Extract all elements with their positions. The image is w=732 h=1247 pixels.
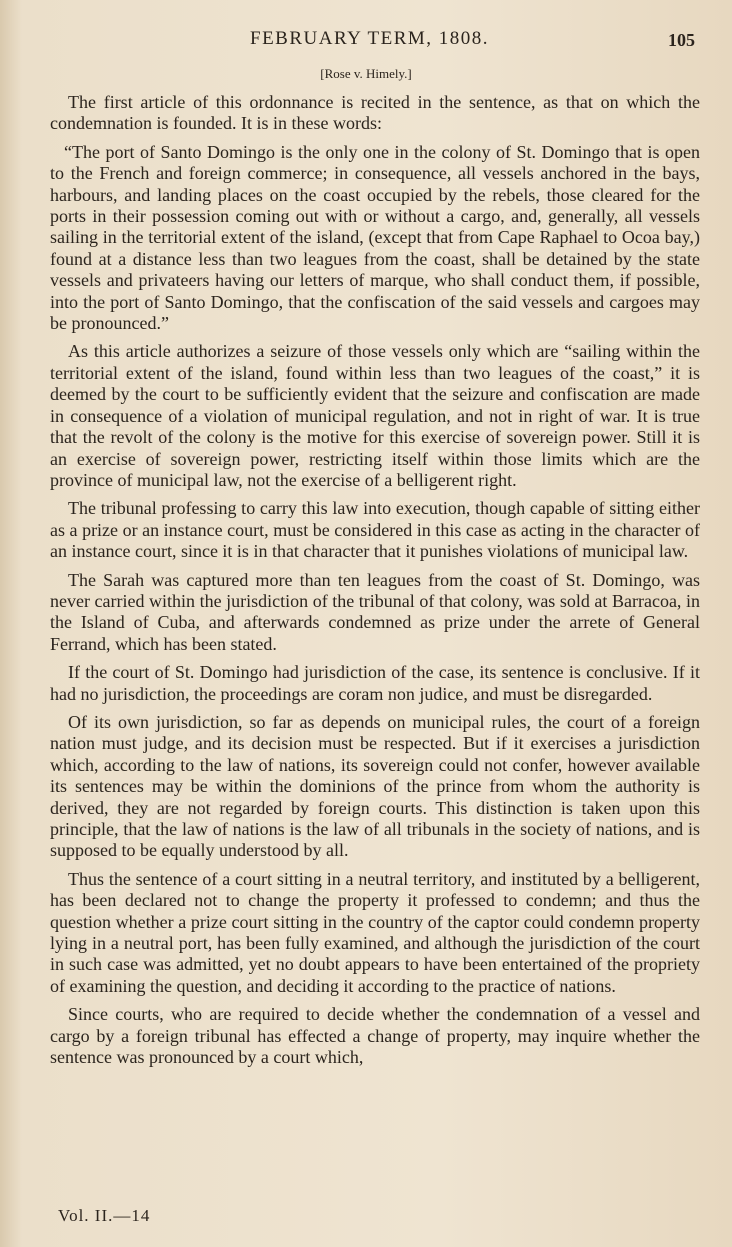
case-reference: [Rose v. Himely.] — [320, 66, 412, 81]
paragraph-4: The tribunal professing to carry this law into execution, though capable of sitting either as a prize or an instance court, must be considered in this case as acting in the character of an instance court, since it is in that character that it punishes violations of municipal law. — [50, 498, 700, 562]
paragraph-3: As this article authorizes a seizure of those vessels only which are “sailing within the territorial extent of the island, found within less than two leagues of the coast,” it is deemed by the court to be sufficiently evident that the seizure and confiscation are made in consequence of a violation of municipal regulation, and not in right of war. It is true that the revolt of the colony is the motive for this exercise of sovereign power. Still it is an exercise of sovereign power, restricting itself within those limits which are the province of municipal law, not the exercise of a belligerent right. — [50, 341, 700, 490]
running-header — [0, 28, 732, 56]
paragraph-6: If the court of St. Domingo had jurisdiction of the case, its sentence is conclusive. If it had no jurisdiction, the proceedings are coram non judice, and must be disregarded. — [50, 662, 700, 704]
paragraph-5: The Sarah was captured more than ten leagues from the coast of St. Domingo, was never carried within the jurisdiction of the tribunal of that colony, was sold at Barracoa, in the Island of Cuba, and afterwards condemned as prize under the arrete of General Ferrand, which has been stated. — [50, 569, 700, 654]
paragraph-7: Of its own jurisdiction, so far as depends on municipal rules, the court of a foreign nation must judge, and its decision must be respected. But if it exercises a jurisdiction which, according to the law of nations, its sovereign could not confer, however available its sentences may be within the dominions of the prince from whom the authority is derived, they are not regarded by foreign courts. This distinction is taken upon this principle, that the law of nations is the law of all tribunals in the society of nations, and is supposed to be equally understood by all. — [50, 711, 700, 861]
paragraph-9: Since courts, who are required to decide whether the condemnation of a vessel and cargo by a foreign tribunal has effected a change of property, may inquire whether the sentence was pronounced by a court which, — [50, 1004, 700, 1068]
paragraph-8: Thus the sentence of a court sitting in a neutral territory, and instituted by a belligerent, has been declared not to change the property it professed to condemn; and thus the question whether a prize court sitting in the country of the captor could condemn property lying in a neutral port, has been fully examined, and although the jurisdiction of the court in such case was admitted, yet no doubt appears to have been entertained of the propriety of examining the question, and deciding it according to the practice of nations. — [50, 868, 700, 996]
signature-mark: Vol. II.—14 — [58, 1206, 151, 1225]
page-number: 105 — [668, 30, 695, 50]
paragraph-1: The first article of this ordonnance is recited in the sentence, as that on which the condemnation is founded. It is in these words: — [50, 92, 700, 134]
term-title: FEBRUARY TERM, 1808. — [250, 28, 490, 49]
paragraph-2-quotation: “The port of Santo Domingo is the only one in the colony of St. Domingo that is open to the French and foreign commerce; in consequence, all vessels anchored in the bays, harbours, and landing places on the coast occupied by the rebels, those cleared for the ports in their possession coming out with or without a cargo, and, generally, all vessels sailing in the territorial extent of the island, (except that from Cape Raphael to Ocoa bay,) found at a distance less than two leagues from the coast, shall be detained by the state vessels and privateers having our letters of marque, who shall conduct them, if possible, into the port of Santo Domingo, that the confiscation of the said vessels and cargoes may be pronounced.” — [50, 141, 700, 334]
opinion-text — [50, 92, 700, 1075]
